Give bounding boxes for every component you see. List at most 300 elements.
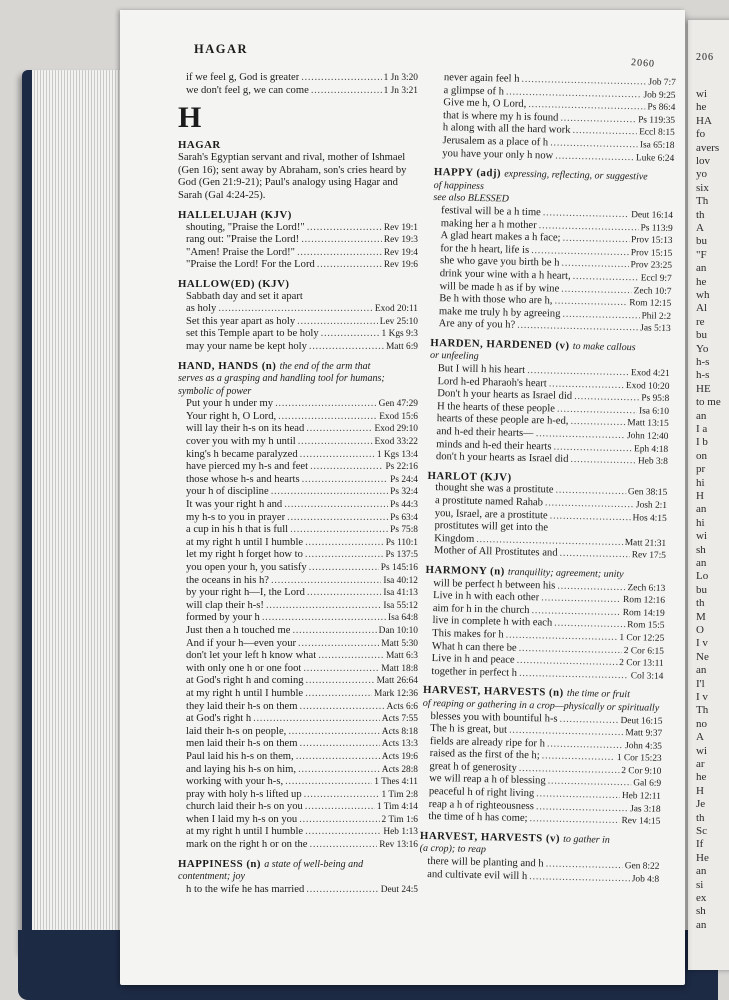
next-page-fragment: He bbox=[696, 851, 709, 864]
line-text: she who gave you birth be h bbox=[439, 255, 560, 269]
scripture-reference: Rev 19:4 bbox=[383, 247, 418, 258]
concordance-line bbox=[178, 726, 418, 739]
leader-dots bbox=[271, 486, 388, 499]
scripture-reference: Hos 4:15 bbox=[632, 512, 667, 524]
scripture-reference: Eph 4:18 bbox=[633, 443, 669, 455]
scripture-reference: Zech 6:13 bbox=[627, 582, 666, 594]
concordance-line bbox=[178, 234, 418, 247]
entry-heading bbox=[178, 139, 418, 152]
line-text: with only one h or one foot bbox=[186, 662, 302, 674]
scripture-reference: Ps 63:4 bbox=[390, 512, 418, 523]
leader-dots bbox=[298, 764, 380, 777]
scripture-reference: Jas 3:18 bbox=[630, 803, 661, 815]
line-text: don't h your hearts as Israel did bbox=[435, 451, 569, 466]
scripture-reference: 1 Cor 15:23 bbox=[616, 753, 662, 765]
line-text: will lay their h-s on its head bbox=[186, 423, 305, 435]
scripture-reference: Lev 25:10 bbox=[379, 316, 418, 327]
next-page-fragment: pr bbox=[696, 463, 706, 476]
concordance-line bbox=[178, 247, 418, 260]
line-text: mark on the right h or on the bbox=[186, 839, 308, 851]
leader-dots bbox=[570, 416, 625, 430]
concordance-line bbox=[178, 449, 418, 462]
next-page-fragment: I v bbox=[696, 691, 708, 703]
line-text: This makes for h bbox=[432, 627, 504, 641]
concordance-line bbox=[178, 259, 418, 272]
entry-word: HALLELUJAH (KJV) bbox=[178, 208, 292, 221]
line-text: h to the wife he has married bbox=[186, 883, 305, 895]
scripture-reference: Exod 15:6 bbox=[379, 411, 418, 422]
concordance-line bbox=[178, 801, 418, 814]
leader-dots bbox=[559, 548, 630, 562]
line-text: together in perfect h bbox=[431, 665, 518, 679]
line-text: men laid their h-s on them bbox=[186, 738, 298, 750]
line-text: pray with holy h-s lifted up bbox=[186, 788, 302, 800]
entry-description: Sarah's Egyptian servant and rival, mother of Ishmael (Gen 16); sent away by Abraham, son's cries heard by God (Gen 21:9-21); Paul's analogy using Hagar and Sarah (Gal 4:24-25). bbox=[178, 151, 407, 202]
next-page-fragment: th bbox=[696, 811, 705, 824]
next-page-fragment: Al bbox=[696, 302, 707, 315]
scripture-reference: Phil 2:2 bbox=[641, 311, 672, 322]
leader-dots bbox=[278, 411, 377, 424]
next-page-fragment: lov bbox=[696, 155, 711, 167]
leader-dots bbox=[266, 600, 381, 613]
scripture-reference: Ps 22:16 bbox=[385, 462, 418, 473]
page-number: 2060 bbox=[630, 57, 656, 70]
leader-dots bbox=[262, 612, 386, 625]
line-text: we will reap a h of blessing bbox=[429, 773, 546, 787]
next-page-fragment: I a bbox=[696, 423, 708, 435]
line-text: at God's right h and coming bbox=[186, 675, 304, 687]
line-text: and cultivate evil will h bbox=[427, 868, 528, 882]
concordance-line bbox=[178, 328, 418, 341]
leader-dots bbox=[305, 801, 375, 814]
leader-dots bbox=[300, 738, 380, 751]
next-page-fragment: he bbox=[696, 275, 707, 288]
line-text: h along with all the hard work bbox=[442, 122, 571, 137]
next-page-fragment: he bbox=[696, 771, 707, 784]
leader-dots bbox=[298, 436, 373, 449]
definition-continued: or unfeeling bbox=[429, 350, 479, 363]
concordance-line bbox=[178, 72, 418, 85]
scripture-reference: Ps 24:4 bbox=[390, 474, 418, 485]
entry-definition: the end of the arm that bbox=[279, 360, 371, 372]
entry-word: HAND, HANDS bbox=[178, 359, 259, 372]
leader-dots bbox=[288, 726, 379, 739]
line-text: Are any of you h? bbox=[438, 318, 516, 331]
scripture-reference: Heb 1:13 bbox=[383, 827, 418, 838]
scripture-reference: Matt 18:8 bbox=[381, 663, 418, 674]
scripture-reference: Mark 12:36 bbox=[373, 688, 418, 699]
concordance-line bbox=[178, 612, 418, 625]
line-text: a cup in his h that is full bbox=[186, 524, 289, 536]
leader-dots bbox=[529, 813, 619, 827]
leader-dots bbox=[284, 499, 388, 512]
next-page-number: 206 bbox=[696, 52, 714, 63]
leader-dots bbox=[275, 398, 377, 411]
leader-dots bbox=[304, 789, 380, 802]
concordance-line bbox=[178, 764, 418, 777]
concordance-line bbox=[178, 663, 418, 676]
leader-dots bbox=[559, 713, 618, 727]
next-page-fragment: an bbox=[696, 503, 707, 516]
part-of-speech: (n) bbox=[246, 857, 262, 870]
scripture-reference: 2 Cor 9:10 bbox=[621, 765, 662, 777]
scripture-reference: Job 7:7 bbox=[648, 77, 676, 89]
scripture-reference: Prov 15:15 bbox=[630, 247, 673, 259]
scripture-reference: Isa 64:8 bbox=[388, 613, 418, 624]
concordance-line bbox=[178, 625, 418, 638]
scripture-reference: 1 Tim 2:8 bbox=[381, 789, 418, 800]
scripture-reference: Rom 12:15 bbox=[629, 298, 672, 310]
next-page-fragment: an bbox=[696, 664, 707, 677]
scripture-reference: Heb 12:11 bbox=[621, 791, 661, 802]
scripture-reference: Ps 44:3 bbox=[390, 500, 418, 511]
line-text: prostitutes will get into the bbox=[434, 520, 549, 534]
scripture-reference: Ps 119:35 bbox=[638, 115, 676, 126]
line-text: king's h became paralyzed bbox=[186, 448, 298, 460]
concordance-line bbox=[178, 562, 418, 575]
leader-dots bbox=[561, 258, 628, 272]
line-text: aim for h in the church bbox=[432, 602, 530, 616]
leader-dots bbox=[519, 668, 629, 683]
leader-dots bbox=[306, 884, 378, 897]
line-text: that is where my h is found bbox=[442, 109, 559, 124]
scripture-reference: Rom 15:5 bbox=[627, 620, 665, 632]
concordance-line bbox=[178, 688, 418, 701]
line-text: laid their h-s on people, bbox=[186, 725, 287, 737]
leader-dots bbox=[301, 234, 382, 247]
leader-dots bbox=[290, 524, 388, 537]
next-page-fragment: on bbox=[696, 449, 707, 462]
scripture-reference: Isa 41:13 bbox=[383, 588, 418, 599]
part-of-speech: (n) bbox=[489, 565, 505, 578]
entry-word: HARVEST, HARVESTS bbox=[419, 829, 543, 845]
scripture-reference: Matt 9:37 bbox=[625, 728, 663, 739]
line-text: you, Israel, are a prostitute bbox=[434, 507, 548, 522]
concordance-line bbox=[178, 826, 418, 839]
leader-dots bbox=[557, 403, 637, 417]
concordance-line bbox=[178, 291, 418, 304]
next-page-fragment: A bbox=[696, 731, 704, 744]
entry-word: HARDEN, HARDENED bbox=[430, 336, 553, 352]
line-text: a glimpse of h bbox=[443, 84, 505, 98]
scripture-reference: Deut 16:15 bbox=[620, 715, 663, 727]
leader-dots bbox=[305, 537, 384, 550]
entry-definition: tranquility; agreement; unity bbox=[507, 566, 624, 581]
concordance-line bbox=[178, 85, 418, 98]
next-page-fragment: Sc bbox=[696, 825, 707, 837]
line-text: The h is great, but bbox=[430, 723, 508, 736]
concordance-line bbox=[178, 738, 418, 751]
scripture-reference: Ps 110:1 bbox=[385, 537, 418, 548]
scripture-reference: Acts 28:8 bbox=[381, 764, 418, 775]
scripture-reference: Ps 75:8 bbox=[390, 525, 418, 536]
entry-word: HAGAR bbox=[178, 139, 221, 152]
definition-continued: contentment; joy bbox=[178, 871, 245, 883]
line-text: blesses you with bountiful h-s bbox=[430, 710, 558, 725]
line-text: Set this year apart as holy bbox=[186, 315, 296, 327]
concordance-line bbox=[178, 776, 418, 789]
leader-dots bbox=[271, 575, 381, 588]
next-page-fragment: hi bbox=[696, 516, 705, 529]
next-page-fragment: wi bbox=[696, 88, 707, 100]
scripture-reference: Matt 5:30 bbox=[381, 638, 418, 649]
line-text: those whose h-s and hearts bbox=[186, 473, 300, 485]
section-letter: H bbox=[178, 101, 202, 135]
concordance-line bbox=[178, 701, 418, 714]
concordance-line bbox=[178, 575, 418, 588]
line-text: live in complete h with each bbox=[432, 615, 553, 629]
scripture-reference: 2 Tim 1:6 bbox=[381, 814, 418, 825]
next-page-fragment: six bbox=[696, 181, 709, 194]
line-text: rang out: "Praise the Lord! bbox=[186, 234, 300, 246]
scripture-reference: Exod 20:11 bbox=[374, 304, 418, 315]
next-page-fragment: A bbox=[696, 222, 704, 234]
scripture-reference: Isa 6:10 bbox=[638, 406, 670, 417]
concordance-line bbox=[178, 600, 418, 613]
line-text: raised as the first of the h; bbox=[429, 748, 540, 762]
line-text: will be made h as if by wine bbox=[439, 280, 560, 295]
line-text: Sabbath day and set it apart bbox=[186, 290, 303, 302]
definition-continued: serves as a grasping and handling tool for humans; symbolic of power bbox=[178, 373, 385, 397]
next-page-fragment: an bbox=[696, 262, 707, 275]
scripture-reference: Eccl 9:7 bbox=[640, 273, 672, 284]
next-page-fragment: ex bbox=[696, 892, 707, 904]
leader-dots bbox=[306, 675, 375, 688]
concordance-line bbox=[178, 839, 418, 852]
entry-word: HARVEST, HARVESTS bbox=[422, 684, 546, 699]
leader-dots bbox=[317, 259, 382, 272]
scripture-reference: Job 9:25 bbox=[643, 89, 676, 101]
concordance-line bbox=[178, 751, 418, 764]
entry-definition: to gather in bbox=[563, 833, 610, 846]
scripture-reference: Josh 2:1 bbox=[635, 500, 668, 511]
line-text: you open your h, you satisfy bbox=[186, 562, 307, 573]
line-text: Paul laid his h-s on them, bbox=[186, 750, 294, 762]
next-page-fragment: M bbox=[696, 610, 706, 623]
scripture-reference: Matt 26:64 bbox=[376, 676, 418, 687]
next-page-fragment: I v bbox=[696, 637, 708, 650]
leader-dots bbox=[305, 826, 381, 839]
next-page-fragment: If bbox=[696, 838, 704, 851]
line-text: thought she was a prostitute bbox=[435, 482, 554, 496]
leader-dots bbox=[306, 423, 372, 436]
leader-dots bbox=[529, 871, 630, 886]
concordance-line bbox=[178, 587, 418, 600]
right-column bbox=[419, 72, 676, 886]
scripture-reference: Acts 7:55 bbox=[381, 714, 418, 725]
leader-dots bbox=[297, 247, 382, 260]
line-text: for the h heart, life is bbox=[440, 242, 530, 256]
leader-dots bbox=[307, 587, 381, 600]
line-text: Put your h under my bbox=[186, 398, 274, 410]
leader-dots bbox=[302, 474, 389, 487]
line-text: we don't feel g, we can come bbox=[186, 84, 309, 96]
line-text: don't let your left h know what bbox=[186, 650, 317, 662]
line-text: reap a h of righteousness bbox=[428, 798, 535, 812]
part-of-speech: (n) bbox=[261, 359, 277, 372]
next-page-fragment: th bbox=[696, 597, 705, 610]
leader-dots bbox=[297, 316, 378, 329]
line-text: when I laid my h-s on you bbox=[186, 813, 298, 825]
leader-dots bbox=[301, 72, 381, 85]
scripture-reference: Rom 14:19 bbox=[622, 607, 665, 619]
leader-dots bbox=[307, 222, 382, 235]
scripture-reference: 2 Cor 6:15 bbox=[623, 645, 665, 657]
scripture-reference: Luke 6:24 bbox=[635, 152, 675, 164]
scripture-reference: Prov 15:13 bbox=[630, 235, 673, 247]
line-text: H the hearts of these people bbox=[436, 400, 556, 415]
scripture-reference: 1 Tim 4:14 bbox=[376, 802, 418, 813]
scripture-reference: 1 Jn 3:21 bbox=[383, 85, 418, 96]
leader-dots bbox=[570, 454, 636, 468]
next-page-fragment: an bbox=[696, 557, 707, 569]
next-page-fragment: "F bbox=[696, 248, 707, 261]
next-page-fragment: ar bbox=[696, 758, 705, 770]
line-text: drink your wine with a h heart, bbox=[439, 268, 571, 282]
line-text: will clap their h-s! bbox=[186, 599, 264, 611]
scripture-reference: Col 3:14 bbox=[630, 670, 664, 682]
next-page-fragment: yo bbox=[696, 168, 707, 181]
scripture-reference: Deut 16:14 bbox=[631, 210, 674, 221]
concordance-line bbox=[178, 814, 418, 827]
scripture-reference: Rom 12:16 bbox=[622, 595, 666, 607]
scripture-reference: Rev 19:6 bbox=[383, 260, 418, 271]
concordance-line bbox=[178, 398, 418, 411]
next-page-fragment: fo bbox=[696, 128, 706, 141]
next-page-fragment: sh bbox=[696, 543, 706, 556]
line-text: Lord h-ed Pharaoh's heart bbox=[437, 375, 547, 390]
line-text: making her a h mother bbox=[440, 217, 537, 231]
next-page-fragment: sh bbox=[696, 905, 706, 918]
line-text: A glad heart makes a h face; bbox=[440, 230, 561, 244]
next-page-fragment: HE bbox=[696, 382, 711, 395]
entry-definition: to make callous bbox=[572, 340, 636, 354]
entry-heading bbox=[178, 360, 418, 374]
line-text: a prostitute named Rahab bbox=[434, 495, 544, 509]
definition-continued: see also BLESSED bbox=[433, 192, 510, 205]
scripture-reference: 1 Jn 3:20 bbox=[383, 73, 418, 83]
line-text: What h can there be bbox=[431, 640, 517, 654]
line-text: the time of h has come; bbox=[428, 811, 528, 825]
leader-dots bbox=[318, 650, 384, 663]
part-of-speech: (n) bbox=[548, 686, 564, 700]
next-page-fragment: O bbox=[696, 624, 704, 636]
leader-dots bbox=[321, 328, 380, 341]
scripture-reference: Deut 24:5 bbox=[380, 884, 418, 895]
part-of-speech: (v) bbox=[545, 832, 561, 845]
line-text: set this Temple apart to be holy bbox=[186, 328, 319, 340]
leader-dots bbox=[550, 510, 631, 524]
entry-heading bbox=[178, 858, 418, 872]
entry-word: HARLOT (KJV) bbox=[427, 469, 512, 484]
scripture-reference: Rev 13:16 bbox=[379, 840, 418, 851]
next-page-fragment: th bbox=[696, 208, 705, 221]
leader-dots bbox=[309, 341, 384, 354]
line-text: you have your only h now bbox=[442, 147, 554, 162]
line-text: at my right h until I humble bbox=[186, 826, 304, 838]
scripture-reference: Acts 6:6 bbox=[386, 701, 418, 712]
next-page-fragment: Th bbox=[696, 704, 709, 717]
leader-dots bbox=[253, 713, 380, 726]
scripture-reference: Zech 10:7 bbox=[633, 285, 672, 297]
scripture-reference: Ps 113:9 bbox=[640, 222, 673, 234]
scripture-reference: Exod 4:21 bbox=[630, 368, 670, 380]
scripture-reference: Ps 86:4 bbox=[647, 102, 676, 114]
line-text: Jerusalem as a place of h bbox=[442, 135, 549, 149]
next-page-fragment: wi bbox=[696, 744, 707, 757]
scripture-reference: Matt 13:15 bbox=[627, 418, 669, 430]
concordance-line bbox=[178, 341, 418, 354]
leader-dots bbox=[298, 638, 379, 651]
concordance-line bbox=[178, 303, 418, 316]
definition-continued: (a crop); to reap bbox=[419, 843, 487, 856]
next-page-fragment: he bbox=[696, 101, 707, 114]
scripture-reference: John 4:35 bbox=[625, 740, 663, 752]
line-text: Live in h and peace bbox=[431, 653, 515, 666]
line-text: "Amen! Praise the Lord!" bbox=[186, 246, 295, 258]
concordance-line bbox=[178, 675, 418, 688]
leader-dots bbox=[300, 701, 385, 714]
line-text: hearts of these people are h-ed, bbox=[436, 413, 569, 428]
next-page-fragment: bu bbox=[696, 329, 707, 342]
scripture-reference: Isa 55:12 bbox=[383, 600, 418, 611]
scripture-reference: Ps 32:4 bbox=[390, 487, 418, 498]
scripture-reference: Gen 47:29 bbox=[378, 399, 418, 410]
entry-definition: a state of well-being and bbox=[264, 858, 364, 870]
scripture-reference: Eccl 8:15 bbox=[638, 127, 675, 139]
scripture-reference: Dan 10:10 bbox=[378, 625, 418, 636]
line-text: Don't h your hearts as Israel did bbox=[437, 388, 573, 403]
next-page-fragment: to me bbox=[696, 396, 721, 409]
entry-definition: the time or fruit bbox=[566, 688, 631, 701]
book-page bbox=[120, 10, 685, 985]
scripture-reference: 1 Kgs 13:4 bbox=[376, 449, 418, 460]
scripture-reference: Rev 19:1 bbox=[383, 222, 418, 233]
next-page-fragment: I'l bbox=[696, 677, 705, 690]
scripture-reference: Exod 33:22 bbox=[374, 437, 418, 448]
leader-dots bbox=[299, 814, 379, 827]
concordance-line bbox=[178, 411, 418, 424]
line-text: It was your right h and bbox=[186, 499, 283, 511]
concordance-line bbox=[178, 524, 418, 537]
line-text: minds and h-ed their hearts bbox=[436, 438, 552, 453]
concordance-line bbox=[178, 461, 418, 474]
next-page-fragment: an bbox=[696, 918, 707, 931]
scripture-reference: Jas 5:13 bbox=[640, 323, 671, 335]
left-column bbox=[178, 72, 418, 896]
line-text: by your right h—I, the Lord bbox=[186, 587, 305, 599]
scripture-reference: 1 Thes 4:11 bbox=[374, 777, 418, 788]
line-text: if we feel g, God is greater bbox=[186, 72, 300, 83]
concordance-line bbox=[178, 713, 418, 726]
concordance-line bbox=[178, 436, 418, 449]
scripture-reference: 2 Cor 13:11 bbox=[619, 658, 664, 670]
scripture-reference: Isa 65:18 bbox=[639, 140, 675, 151]
next-page-fragment: an bbox=[696, 409, 707, 422]
scripture-reference: Exod 29:10 bbox=[374, 424, 418, 435]
next-page-fragment: si bbox=[696, 878, 704, 891]
line-text: cover you with my h until bbox=[186, 436, 296, 448]
leader-dots bbox=[300, 449, 375, 462]
line-text: fields are already ripe for h bbox=[429, 735, 546, 750]
concordance-line bbox=[178, 474, 418, 487]
scripture-reference: Matt 21:31 bbox=[624, 537, 667, 549]
next-page-fragment: Ne bbox=[696, 650, 709, 663]
scripture-reference: Acts 8:18 bbox=[381, 726, 418, 737]
line-text: let my right h forget how to bbox=[186, 549, 303, 561]
scripture-reference: Gen 8:22 bbox=[624, 861, 660, 872]
scripture-reference: Exod 10:20 bbox=[625, 380, 670, 392]
